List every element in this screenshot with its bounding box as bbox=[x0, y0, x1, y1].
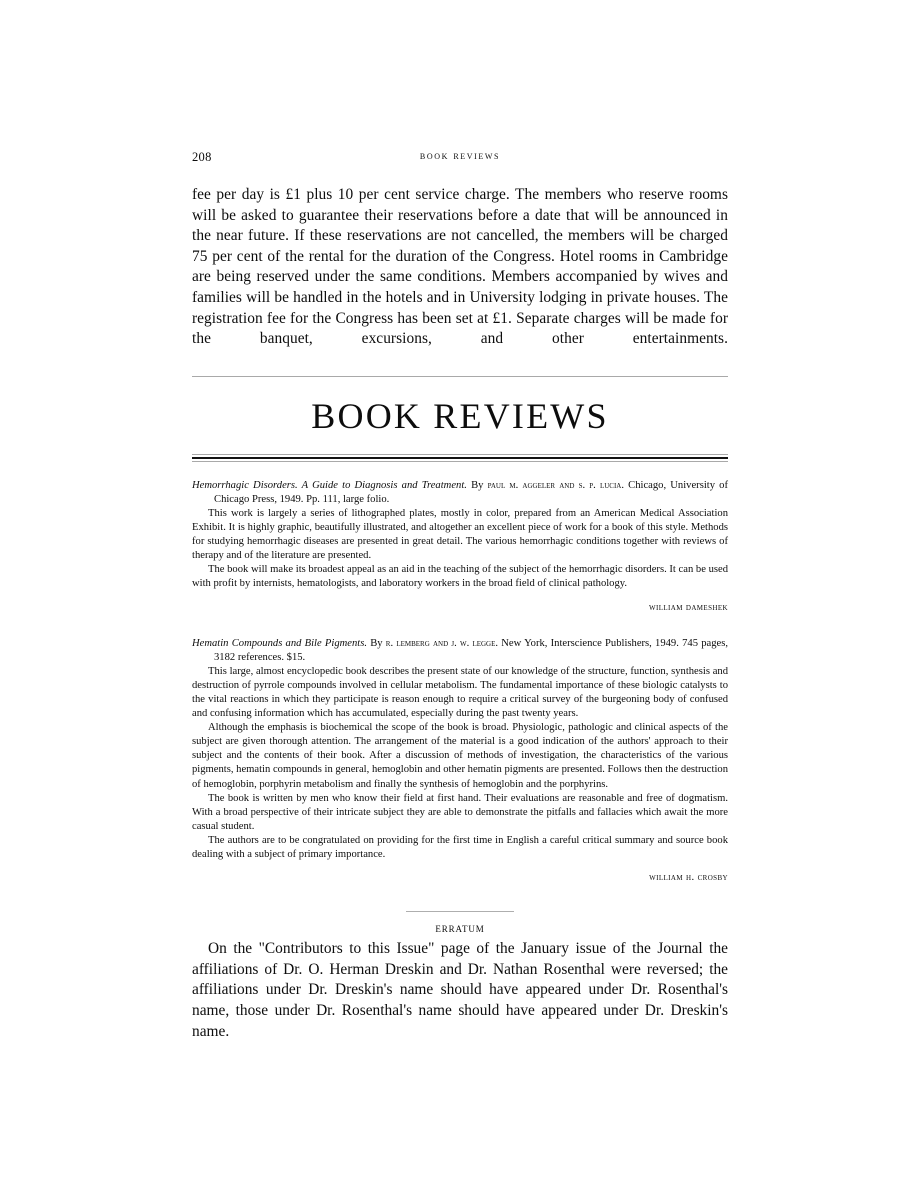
review-book-title: Hemorrhagic Disorders. A Guide to Diagnosis and Treatment. bbox=[192, 479, 467, 491]
review-authors: paul m. aggeler and s. p. lucia. bbox=[487, 479, 625, 491]
review-byline-lead: By bbox=[367, 637, 386, 649]
reviewer-signature: william dameshek bbox=[648, 601, 728, 613]
review-paragraph: The book is written by men who know their field at first hand. Their evaluations are reasonable and free of dogmatism. With a broad perspective of their intricate subject they are able to demonstrate the pitfalls and fallacies which await the more casual student. bbox=[192, 792, 728, 832]
erratum-title: erratum bbox=[435, 921, 485, 936]
review-citation bbox=[192, 637, 728, 665]
review-book-title: Hematin Compounds and Bile Pigments. bbox=[192, 637, 367, 649]
rule-above-erratum bbox=[406, 911, 514, 912]
review-authors: r. lemberg and j. w. legge. bbox=[385, 637, 499, 649]
review-paragraph: The authors are to be congratulated on providing for the first time in English a careful critical summary and source book dealing with a subject of primary importance. bbox=[192, 834, 728, 860]
review-paragraph: This large, almost encyclopedic book describes the present state of our knowledge of the structure, function, synthesis and destruction of pyrrole compounds involved in cellular metabolism. The fundamental importance of these biologic catalysts to the vital reactions in which they participate is reason enough to require a critical survey of the burgeoning body of confused and confusing information which has accumulated, especially during the past twenty years. bbox=[192, 665, 728, 720]
running-head-title: book reviews bbox=[419, 150, 501, 162]
review-paragraph: This work is largely a series of lithographed plates, mostly in color, prepared from an American Medical Association Exhibit. It is highly graphic, beautifully illustrated, and altogether an excellent piece of work for a book of this style. Methods for studying hemorrhagic diseases are presented in great detail. The various hemorrhagic conditions together with reviews of therapy and of the literature are presented. bbox=[192, 507, 728, 562]
reviewer-signature: william h. crosby bbox=[649, 872, 728, 884]
rule-above-title bbox=[192, 376, 728, 377]
review-paragraph: The book will make its broadest appeal as an aid in the teaching of the subject of the hemorrhagic disorders. It can be used with profit by internists, hematologists, and laboratory workers in the broad field of clinical pathology. bbox=[192, 564, 728, 590]
book-reviews-title-block bbox=[192, 376, 728, 462]
running-head bbox=[192, 150, 728, 168]
rule-below-title-3 bbox=[192, 461, 728, 462]
book-review-entry bbox=[192, 479, 728, 615]
page-number: 208 bbox=[192, 150, 212, 164]
continued-paragraph: fee per day is £1 plus 10 per cent service charge. The members who reserve rooms will be asked to guarantee their reservations before a date that will be announced in the near future. If these reservations are not cancelled, the members will be charged 75 per cent of the rental for the duration of the Congress. Hotel rooms in Cambridge are being reserved under the same conditions. Members accompanied by wives and families will be handled in the hotels and in University lodging in private houses. The registration fee for the Congress has been set at £1. Separate charges will be made for the banquet, excursions, and other entertainments. bbox=[192, 186, 728, 348]
review-imprint: New York, Interscience Publishers, 1949. 745 pages, 3182 references. $15. bbox=[214, 637, 728, 663]
erratum-section bbox=[192, 911, 728, 1042]
page-content-column bbox=[192, 0, 728, 1042]
review-imprint: Chicago, University of Chicago Press, 1949. Pp. 111, large folio. bbox=[214, 479, 728, 505]
book-review-entry bbox=[192, 637, 728, 886]
rule-stack-below-title bbox=[192, 454, 728, 462]
review-paragraph: Although the emphasis is biochemical the scope of the book is broad. Physiologic, pathologic and clinical aspects of the subject are given thorough attention. The arrangement of the material is a good indication of the authors' approach to their subject and the contents of their book. After a discussion of methods of investigation, the characteristics of the various pigments, hematin compounds in general, hemoglobin and other hematin pigments are presented. Follows then the destruction of hemoglobin, porphyrin metabolism and finally the synthesis of hemoglobin and the porphyrins. bbox=[192, 722, 728, 790]
section-title: BOOK REVIEWS bbox=[311, 395, 609, 436]
erratum-body: On the "Contributors to this Issue" page of the January issue of the Journal the affiliations of Dr. O. Herman Dreskin and Dr. Nathan Rosenthal were reversed; the affiliations under Dr. Dreskin's name should have appeared under Dr. Rosenthal's name, those under Dr. Rosenthal's name should have appeared under Dr. Dreskin's name. bbox=[192, 940, 728, 1040]
rule-below-title-2 bbox=[192, 457, 728, 459]
review-citation bbox=[192, 479, 728, 507]
rule-below-title-1 bbox=[192, 454, 728, 455]
review-byline-lead: By bbox=[466, 479, 488, 491]
